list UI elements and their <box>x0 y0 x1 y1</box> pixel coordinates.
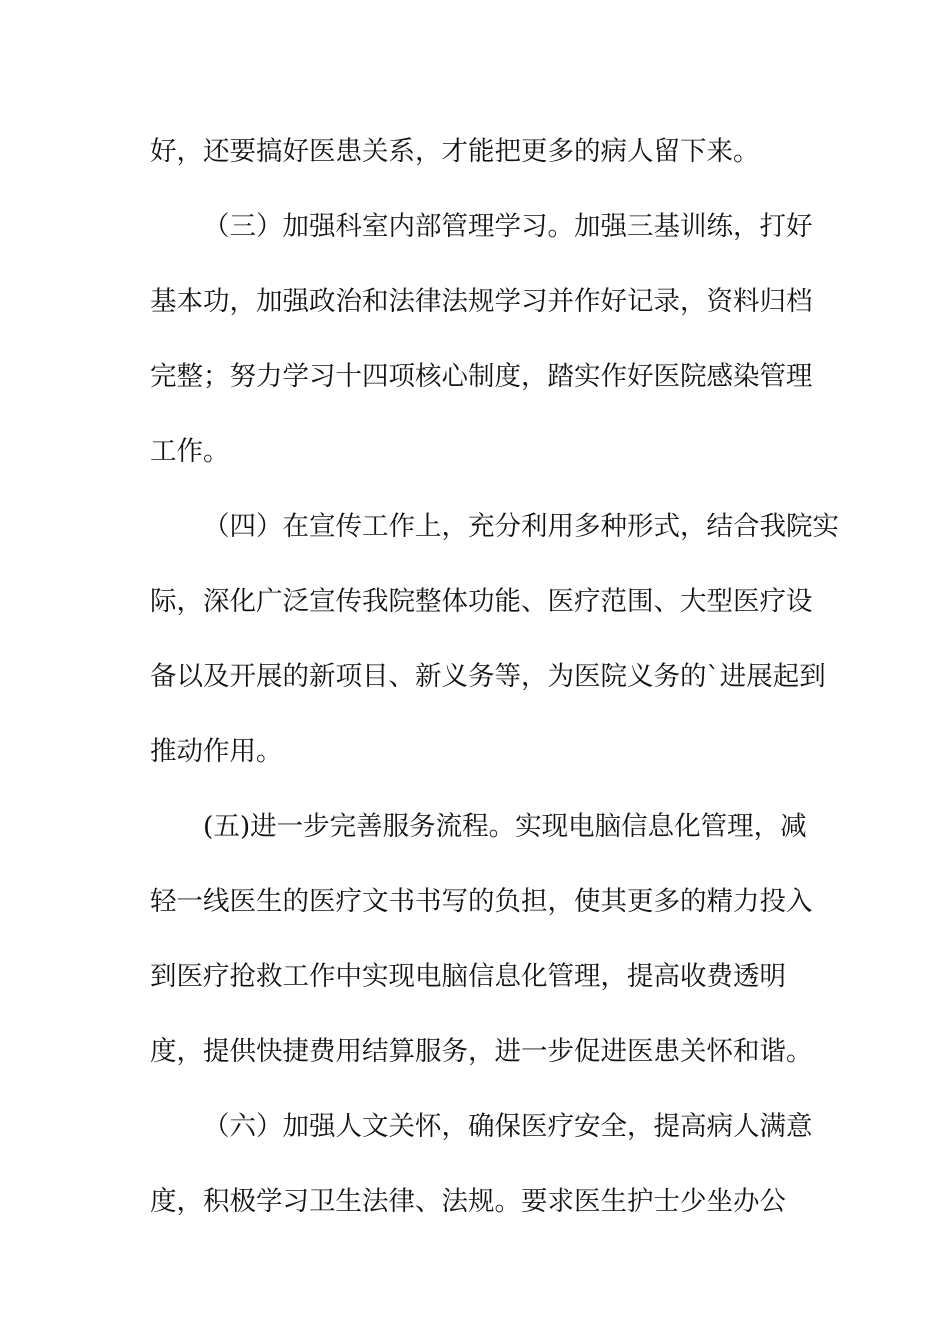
text-line: 轻一线医生的医疗文书书写的负担，使其更多的精力投入 <box>150 886 813 917</box>
text-line: 推动作用。 <box>150 736 283 767</box>
paragraph-heading-3: （三）加强科室内部管理学习。加强三基训练，打好 <box>203 211 813 242</box>
paragraph-heading-4: （四）在宣传工作上，充分利用多种形式，结合我院实 <box>203 511 839 542</box>
text-line: 备以及开展的新项目、新义务等，为医院义务的`进展起到 <box>150 661 826 692</box>
text-line: 基本功，加强政治和法律法规学习并作好记录，资料归档 <box>150 286 813 317</box>
text-line: 完整；努力学习十四项核心制度，踏实作好医院感染管理 <box>150 361 813 392</box>
paragraph-heading-5: (五)进一步完善服务流程。实现电脑信息化管理，减 <box>203 811 807 842</box>
text-line: 度，提供快捷费用结算服务，进一步促进医患关怀和谐。 <box>150 1036 813 1067</box>
text-line: 到医疗抢救工作中实现电脑信息化管理，提高收费透明 <box>150 961 786 992</box>
text-line: 度，积极学习卫生法律、法规。要求医生护士少坐办公 <box>150 1186 786 1217</box>
text-line: 工作。 <box>150 436 230 467</box>
paragraph-heading-6: （六）加强人文关怀，确保医疗安全，提高病人满意 <box>203 1111 813 1142</box>
text-line: 好，还要搞好医患关系，才能把更多的病人留下来。 <box>150 136 760 167</box>
text-line: 际，深化广泛宣传我院整体功能、医疗范围、大型医疗设 <box>150 586 813 617</box>
